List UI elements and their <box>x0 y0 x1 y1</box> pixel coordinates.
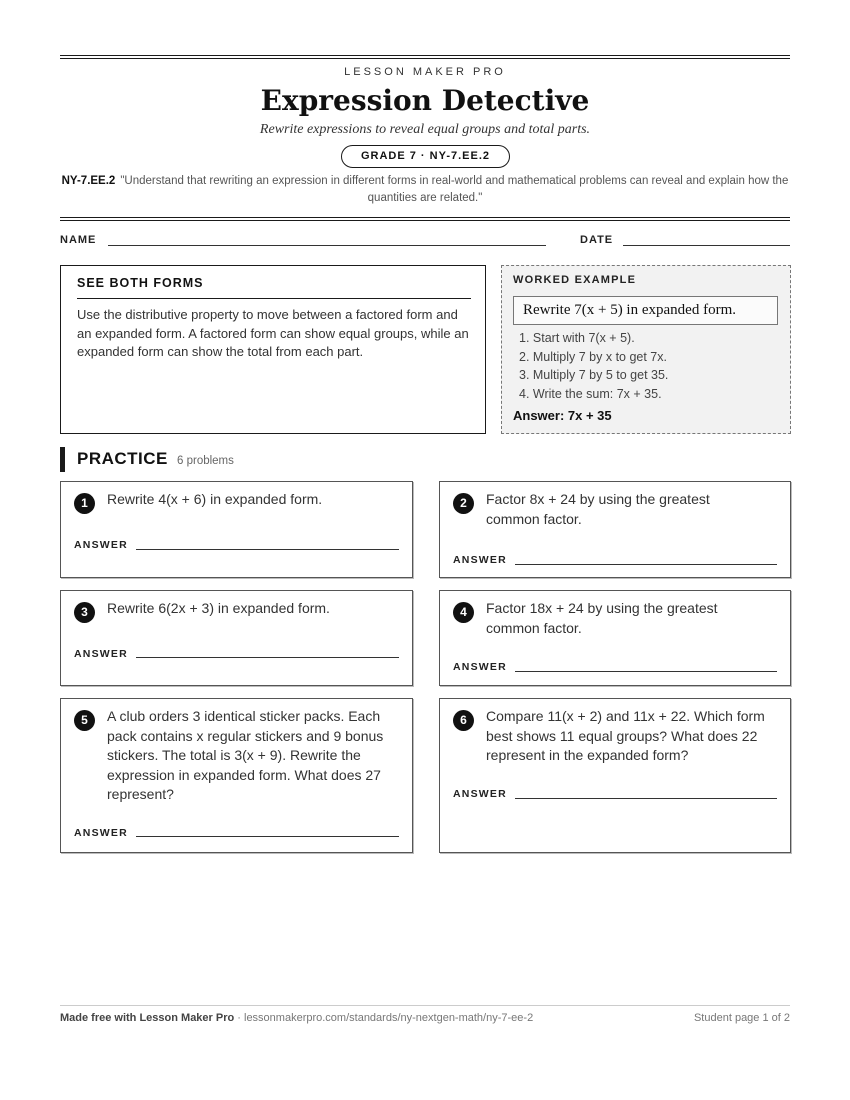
problem-number-badge: 6 <box>453 710 474 731</box>
problem-card-6 <box>439 698 791 853</box>
answer-field[interactable] <box>515 798 777 799</box>
answer-field[interactable] <box>136 836 399 837</box>
footer-credit <box>60 1012 533 1024</box>
grade-badge: GRADE 7 · NY-7.EE.2 <box>341 145 510 168</box>
footer-rule <box>60 1005 790 1006</box>
answer-field[interactable] <box>515 564 777 565</box>
worked-example-steps <box>519 329 668 404</box>
problem-number-badge: 5 <box>74 710 95 731</box>
answer-label: ANSWER <box>453 788 507 800</box>
page-subtitle: Rewrite expressions to reveal equal groups and total parts. <box>259 122 591 137</box>
practice-title: PRACTICE <box>77 449 168 468</box>
answer-label: ANSWER <box>74 827 128 839</box>
problem-card-1 <box>60 481 413 578</box>
standard-code: NY-7.EE.2 <box>61 175 116 187</box>
footer-page-number: Student page 1 of 2 <box>693 1012 790 1024</box>
name-field[interactable] <box>108 245 546 246</box>
answer-field[interactable] <box>515 671 777 672</box>
practice-accent-bar <box>60 447 65 472</box>
worked-example-step: 4. Write the sum: 7x + 35. <box>519 387 662 402</box>
standard-text: "Understand that rewriting an expression in different forms in real-world and mathematical problems can reveal and explain how the quantities are related." <box>120 175 789 204</box>
problem-prompt: Factor 8x + 24 by using the greatest common factor. <box>486 491 710 527</box>
footer-made-with: Made free with Lesson Maker Pro <box>60 1012 235 1024</box>
problem-card-5 <box>60 698 413 853</box>
standard-statement <box>60 173 790 207</box>
header-top-rule <box>60 55 790 59</box>
worked-example-prompt: Rewrite 7(x + 5) in expanded form. <box>513 296 778 325</box>
problem-prompt: Compare 11(x + 2) and 11x + 22. Which form best shows 11 equal groups? What does 22 represent in the expanded form? <box>486 708 765 763</box>
problem-number-badge: 1 <box>74 493 95 514</box>
problem-prompt: A club orders 3 identical sticker packs. Each pack contains x regular stickers and 9 bonus stickers. The total is 3(x + 9). Rewrite the expression in expanded form. What does 27 represent? <box>107 708 384 802</box>
date-label: DATE <box>580 234 614 246</box>
worked-example-step: 2. Multiply 7 by x to get 7x. <box>519 349 667 364</box>
worked-example-answer: Answer: 7x + 35 <box>513 408 612 423</box>
answer-label: ANSWER <box>74 539 128 551</box>
practice-count: 6 problems <box>177 455 234 467</box>
problem-prompt: Factor 18x + 24 by using the greatest common factor. <box>486 600 718 636</box>
answer-label: ANSWER <box>453 661 507 673</box>
answer-label: ANSWER <box>453 554 507 566</box>
name-label: NAME <box>60 234 97 246</box>
problem-card-2 <box>439 481 791 578</box>
footer-url: · lessonmakerpro.com/standards/ny-nextgen-math/ny-7-ee-2 <box>234 1012 534 1024</box>
problem-number-badge: 4 <box>453 602 474 623</box>
problem-card-4 <box>439 590 791 686</box>
problem-number-badge: 2 <box>453 493 474 514</box>
date-field[interactable] <box>623 245 790 246</box>
concept-body: Use the distributive property to move between a factored form and an expanded form. A factored form can show equal groups, while an expanded form can show the total from each part. <box>77 307 469 359</box>
problem-prompt: Rewrite 6(2x + 3) in expanded form. <box>107 600 330 616</box>
concept-box <box>60 265 486 434</box>
problem-number-badge: 3 <box>74 602 95 623</box>
answer-field[interactable] <box>136 549 399 550</box>
concept-heading: SEE BOTH FORMS <box>77 276 471 299</box>
answer-label: ANSWER <box>74 648 128 660</box>
worked-example-box <box>501 265 791 434</box>
worked-example-step: 3. Multiply 7 by 5 to get 35. <box>519 368 669 383</box>
problem-prompt: Rewrite 4(x + 6) in expanded form. <box>107 491 323 507</box>
worked-example-heading: WORKED EXAMPLE <box>513 274 637 286</box>
problem-card-3 <box>60 590 413 686</box>
answer-field[interactable] <box>136 657 399 658</box>
page-title: Expression Detective <box>260 84 590 117</box>
header-bottom-rule <box>60 217 790 221</box>
brand-name: LESSON MAKER PRO <box>344 66 506 78</box>
worked-example-step: 1. Start with 7(x + 5). <box>519 331 635 345</box>
